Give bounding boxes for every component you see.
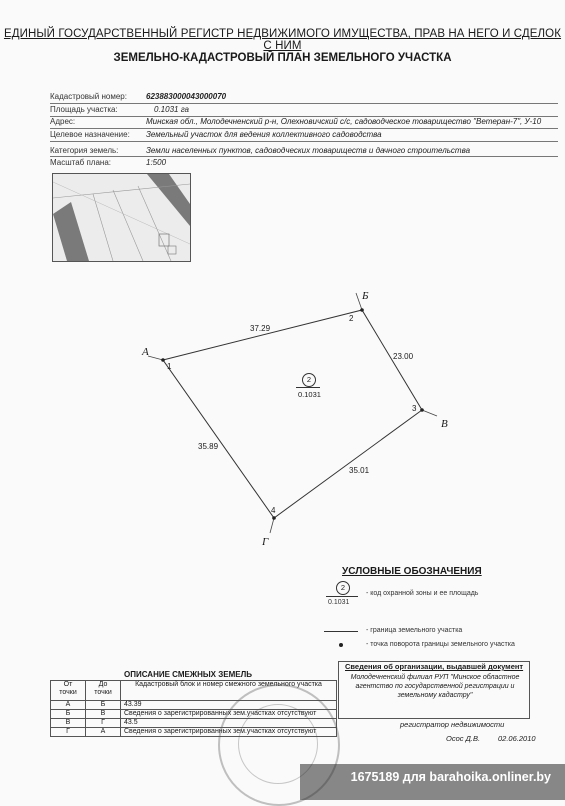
area-value: 0.1031 га bbox=[154, 105, 189, 114]
table-header: Кадастровый блок и номер смежного земельного участка bbox=[121, 681, 337, 701]
side-length: 35.01 bbox=[349, 466, 370, 475]
scale-value: 1:500 bbox=[146, 158, 167, 167]
legend-zone-area: 0.1031 bbox=[328, 599, 350, 606]
table-cell: Сведения о зарегистрированных зем.участках отсутствуют bbox=[121, 710, 337, 719]
turn-point bbox=[272, 516, 276, 520]
legend-boundary-line bbox=[324, 631, 358, 632]
table-cell: В bbox=[51, 719, 86, 728]
overview-map-drawing bbox=[53, 174, 190, 261]
cadastral-number-value: 623883000043000070 bbox=[146, 92, 227, 101]
legend-point-text: - точка поворота границы земельного участка bbox=[366, 641, 515, 648]
side-length: 23.00 bbox=[393, 352, 414, 361]
watermark-banner bbox=[300, 764, 565, 800]
land-category-label: Категория земель: bbox=[50, 146, 119, 155]
plot-plan bbox=[0, 280, 565, 550]
address-value: Минская обл., Молодечненский р-н, Олехновичский с/с, садоводческое товарищество "Ветеран-7", У-10 bbox=[146, 117, 542, 126]
legend-zone-text: - код охранной зоны и ее площадь bbox=[366, 590, 479, 597]
organization-title: Сведения об организации, выдавшей документ bbox=[345, 662, 524, 671]
point-number: 3 bbox=[412, 404, 417, 413]
table-cell: Б bbox=[51, 710, 86, 719]
legend-boundary-text: - граница земельного участка bbox=[366, 627, 463, 634]
table-cell: Г bbox=[86, 719, 121, 728]
legend-zone-divider bbox=[326, 596, 358, 597]
point-letter: Г bbox=[262, 536, 269, 548]
point-letter: В bbox=[441, 418, 448, 430]
organization-text: Молодечненский филиал РУП "Минское областное агентство по государственной регистрации и земельному кадастру" bbox=[350, 674, 520, 699]
document-title: ЗЕМЕЛЬНО-КАДАСТРОВЫЙ ПЛАН ЗЕМЕЛЬНОГО УЧАСТКА bbox=[113, 52, 452, 64]
divider bbox=[50, 103, 558, 104]
point-number: 1 bbox=[167, 362, 172, 371]
point-number: 2 bbox=[349, 314, 354, 323]
table-header: От точки bbox=[51, 681, 86, 701]
plot-boundary bbox=[163, 310, 422, 518]
area-label: Площадь участка: bbox=[50, 105, 118, 114]
zone-code-marker: 2 bbox=[302, 373, 316, 387]
legend-title: УСЛОВНЫЕ ОБОЗНАЧЕНИЯ bbox=[342, 566, 482, 577]
table-cell: В bbox=[86, 710, 121, 719]
table-cell: А bbox=[86, 728, 121, 737]
purpose-label: Целевое назначение: bbox=[50, 130, 130, 139]
side-length: 37.29 bbox=[250, 324, 271, 333]
legend-point-marker bbox=[339, 643, 343, 647]
side-length: 35.89 bbox=[198, 442, 219, 451]
table-cell: Г bbox=[51, 728, 86, 737]
purpose-value: Земельный участок для ведения коллективного садоводства bbox=[146, 130, 382, 139]
signer-name: Осос Д.В. bbox=[446, 734, 481, 743]
legend-zone-marker: 2 bbox=[336, 581, 350, 595]
cadastral-number-label: Кадастровый номер: bbox=[50, 92, 127, 101]
zone-divider bbox=[296, 387, 320, 388]
neighbors-title: ОПИСАНИЕ СМЕЖНЫХ ЗЕМЕЛЬ bbox=[124, 670, 252, 679]
table-cell: 43.5 bbox=[121, 719, 337, 728]
address-label: Адрес: bbox=[50, 117, 76, 126]
point-number: 4 bbox=[271, 506, 276, 515]
turn-point bbox=[420, 408, 424, 412]
land-category-value: Земли населенных пунктов, садоводческих товариществ и дачного строительства bbox=[146, 146, 471, 155]
table-cell: Б bbox=[86, 701, 121, 710]
sign-date: 02.06.2010 bbox=[498, 734, 536, 743]
point-letter: Б bbox=[362, 290, 369, 302]
watermark-text: 1675189 для barahoika.onliner.by bbox=[350, 770, 551, 784]
point-letter: А bbox=[142, 346, 149, 358]
table-cell: А bbox=[51, 701, 86, 710]
turn-point bbox=[161, 358, 165, 362]
table-header: До точки bbox=[86, 681, 121, 701]
turn-point bbox=[360, 308, 364, 312]
overview-map bbox=[52, 173, 191, 262]
registry-header: ЕДИНЫЙ ГОСУДАРСТВЕННЫЙ РЕГИСТР НЕДВИЖИМОГО ИМУЩЕСТВА, ПРАВ НА НЕГО И СДЕЛОК С НИМ bbox=[3, 28, 562, 52]
registrar-title: регистратор недвижимости bbox=[400, 720, 505, 729]
scale-label: Масштаб плана: bbox=[50, 158, 111, 167]
divider bbox=[50, 141, 558, 142]
divider bbox=[50, 128, 558, 129]
zone-area: 0.1031 bbox=[298, 390, 321, 399]
table-cell: 43.39 bbox=[121, 701, 337, 710]
table-cell: Сведения о зарегистрированных зем.участках отсутствуют bbox=[121, 728, 337, 737]
divider bbox=[50, 156, 558, 157]
